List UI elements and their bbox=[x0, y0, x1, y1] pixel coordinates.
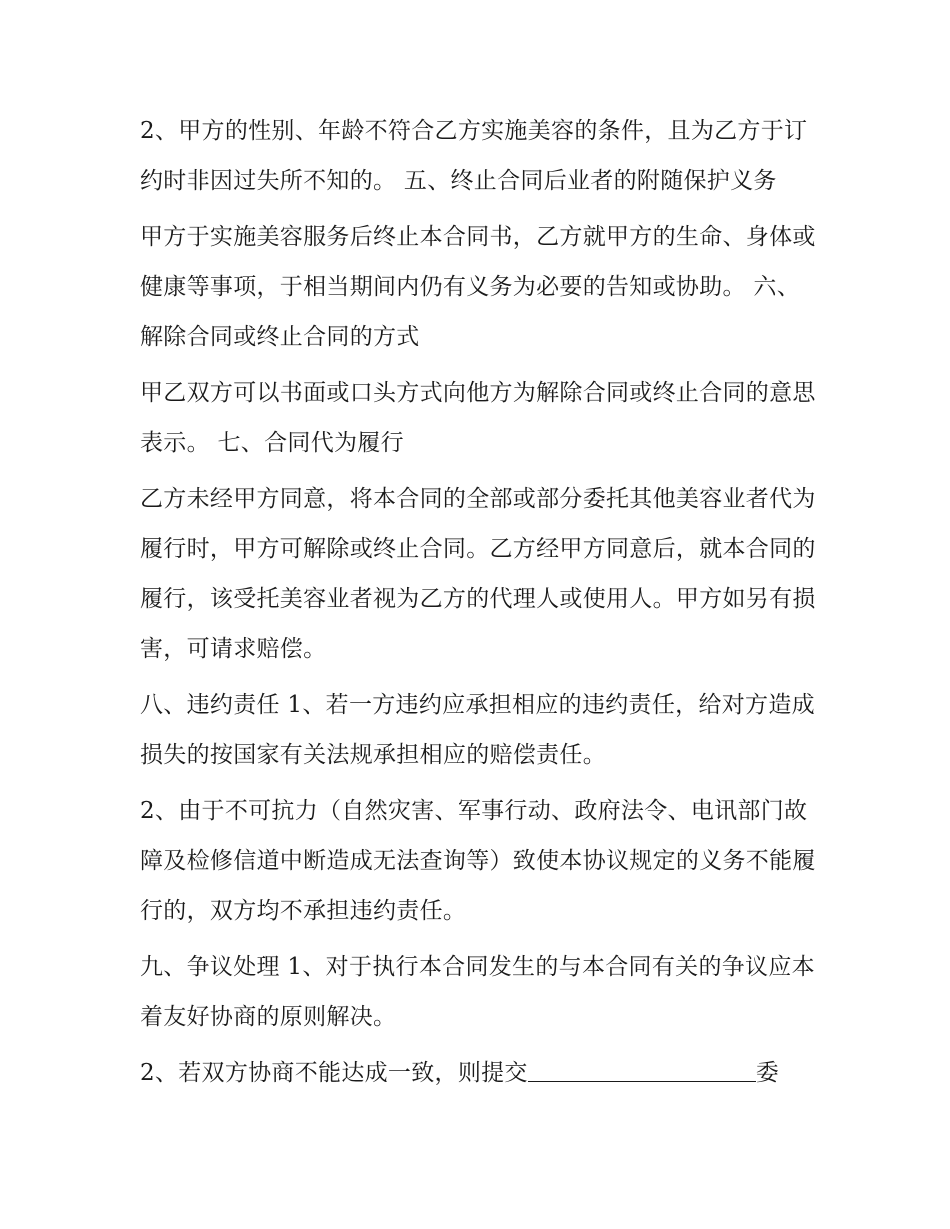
paragraph-1: 2、甲方的性别、年龄不符合乙方实施美容的条件，且为乙方于订约时非因过失所不知的。 五、终止合同后业者的附随保护义务 bbox=[140, 118, 808, 194]
document-body bbox=[140, 106, 820, 1104]
paragraph-8 bbox=[140, 1048, 820, 1098]
paragraph-7: 九、争议处理 1、对于执行本合同发生的与本合同有关的争议应本着友好协商的原则解决。 bbox=[140, 954, 815, 1030]
paragraph-4: 乙方未经甲方同意，将本合同的全部或部分委托其他美容业者代为履行时，甲方可解除或终止合同。乙方经甲方同意后，就本合同的履行，该受托美容业者视为乙方的代理人或使用人。甲方如另有损害，可请求赔偿。 bbox=[140, 486, 816, 662]
fill-in-blank bbox=[528, 1055, 756, 1082]
last-line-prefix: 2、若双方协商不能达成一致，则提交 bbox=[140, 1060, 528, 1086]
paragraph-5: 八、违约责任 1、若一方违约应承担相应的违约责任，给对方造成损失的按国家有关法规承担相应的赔偿责任。 bbox=[140, 692, 815, 768]
paragraph-6: 2、由于不可抗力（自然灾害、军事行动、政府法令、电讯部门故障及检修信道中断造成无法查询等）致使本协议规定的义务不能履行的，双方均不承担违约责任。 bbox=[140, 798, 816, 924]
paragraph-2: 甲方于实施美容服务后终止本合同书，乙方就甲方的生命、身体或健康等事项，于相当期间内仍有义务为必要的告知或协助。 六、解除合同或终止合同的方式 bbox=[140, 224, 816, 350]
paragraph-3: 甲乙双方可以书面或口头方式向他方为解除合同或终止合同的意思表示。 七、合同代为履行 bbox=[140, 380, 816, 456]
last-line-suffix: 委 bbox=[755, 1060, 780, 1086]
